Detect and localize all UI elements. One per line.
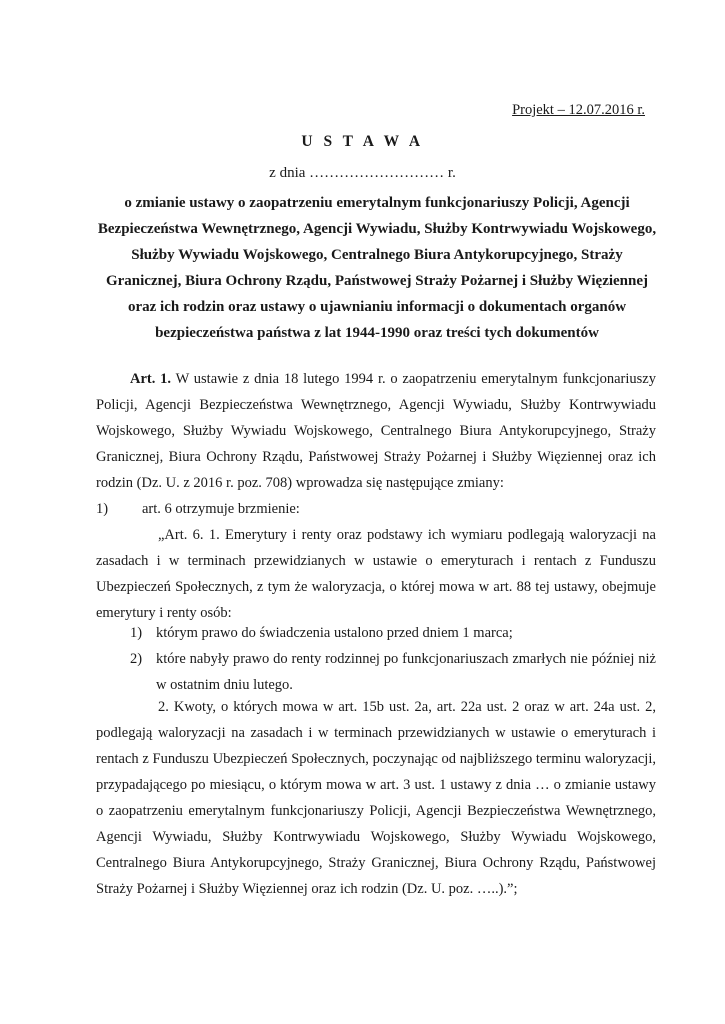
point-text: którym prawo do świadczenia ustalono przed dniem 1 marca; [156, 625, 513, 641]
point-number: 2) [130, 651, 143, 667]
article-6-para-1: „Art. 6. 1. Emerytury i renty oraz podstawy ich wymiaru podlegają waloryzacji na zasadach i w terminach przewidzianych w ustawie o emeryturach i rentach z Funduszu Ubezpieczeń Społecznych, z tym że waloryzacja, o której mowa w art. 88 tej ustawy, obejmuje emerytury i renty osób: [96, 527, 656, 621]
article-1 [96, 366, 656, 496]
project-date: Projekt – 12.07.2016 r. [512, 102, 645, 118]
act-subject: o zmianie ustawy o zaopatrzeniu emerytalnym funkcjonariuszy Policji, Agencji Bezpieczeństwa Wewnętrznego, Agencji Wywiadu, Służby Kontrwywiadu Wojskowego, Służby Wywiadu Wojskowego, Centralnego Biura Antykorupcyjnego, Straży Granicznej, Biura Ochrony Rządu, Państwowej Straży Pożarnej i Służby Więziennej oraz ich rodzin oraz ustawy o ujawnianiu informacji o dokumentach organów bezpieczeństwa państwa z lat 1944-1990 oraz treści tych dokumentów [97, 195, 657, 341]
item-text: art. 6 otrzymuje brzmienie: [142, 501, 300, 517]
point-text: które nabyły prawo do renty rodzinnej po funkcjonariuszach zmarłych nie później niż w ostatnim dniu lutego. [156, 651, 656, 693]
article-6-para-2: 2. Kwoty, o których mowa w art. 15b ust. 2a, art. 22a ust. 2 oraz w art. 24a ust. 2, podlegają waloryzacji na zasadach i w terminach przewidzianych w ustawie o emeryturach i rentach z Funduszu Ubezpieczeń Społecznych, poczynając od najbliższego terminu waloryzacji, przypadającego po miesiącu, o którym mowa w art. 3 ust. 1 ustawy z dnia … o zmianie ustawy o zaopatrzeniu emerytalnym funkcjonariuszy Policji, Agencji Bezpieczeństwa Wewnętrznego, Agencji Wywiadu, Służby Kontrwywiadu Wojskowego, Służby Wywiadu Wojskowego, Centralnego Biura Antykorupcyjnego, Straży Granicznej, Biura Ochrony Rządu, Państwowej Straży Pożarnej i Służby Więziennej oraz ich rodzin (Dz. U. poz. …..).”; [96, 699, 656, 897]
article-6-point-2 [96, 646, 656, 698]
item-number: 1) [96, 501, 109, 517]
date-line: z dnia ……………………… r. [269, 165, 456, 181]
article-6-point-1 [96, 620, 656, 646]
point-number: 1) [130, 625, 143, 641]
document-title: U S T A W A [301, 133, 424, 150]
article-1-label: Art. 1. [130, 371, 172, 387]
article-1-text: W ustawie z dnia 18 lutego 1994 r. o zaopatrzeniu emerytalnym funkcjonariuszy Policji, Agencji Bezpieczeństwa Wewnętrznego, Agencji Wywiadu, Służby Kontrwywiadu Wojskowego, Służby Wywiadu Wojskowego, Centralnego Biura Antykorupcyjnego, Straży Granicznej, Biura Ochrony Rządu, Państwowej Straży Pożarnej i Służby Więziennej oraz ich rodzin (Dz. U. z 2016 r. poz. 708) wprowadza się następujące zmiany: [96, 371, 656, 491]
